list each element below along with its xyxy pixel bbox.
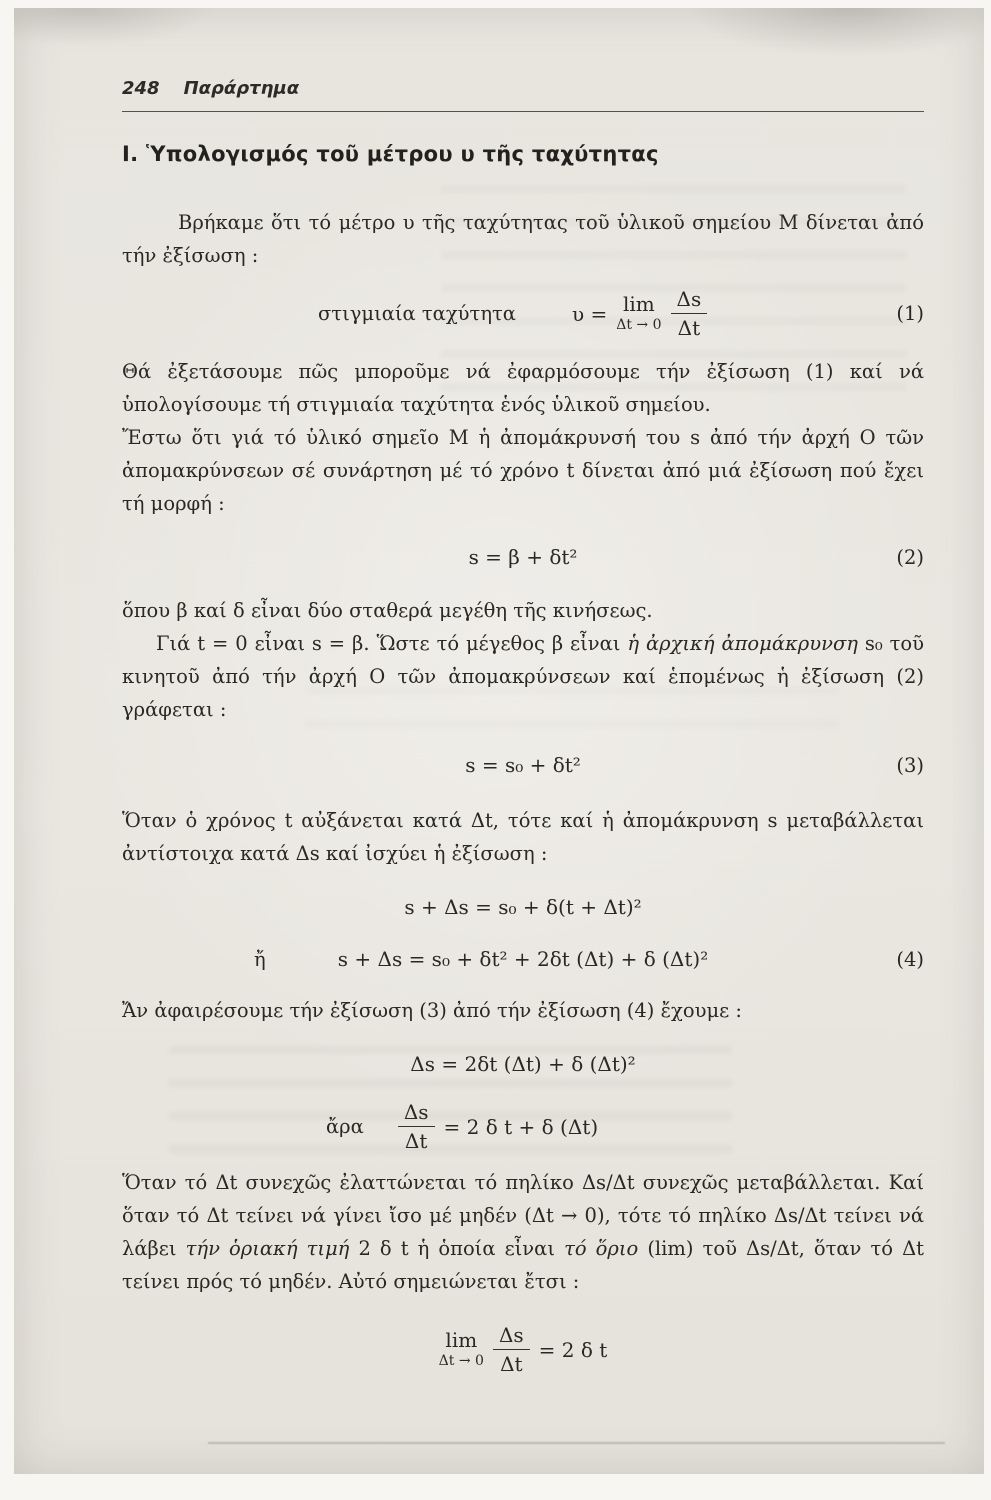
equation-6-label: ἄρα [326,1115,364,1138]
section-name: Παράρτημα [183,78,300,99]
fraction-numerator: Δs [671,288,708,314]
running-header [122,78,924,99]
equation-4-body: s + Δs = s₀ + δt² + 2δt (Δt) + δ (Δt)² [337,947,709,971]
equation-2-body: s = β + δt² [468,545,578,569]
section-title: Ι. Ὑπολογισμός τοῦ μέτρου υ τῆς ταχύτητας [122,142,659,166]
equation-4a [122,890,924,924]
equation-6-rhs: = 2 δ t + δ (Δt) [443,1114,599,1139]
equation-1 [122,288,924,339]
paragraph: Ἔστω ὅτι γιά τό ὑλικό σημεῖο Μ ἡ ἀπομάκρυνσή του s ἀπό τήν ἀρχή Ο τῶν ἀπομακρύνσεων σέ συνάρτηση μέ τό χρόνο t δίνεται ἀπό μιά ἐξίσωση πού ἔχει τή μορφή : [122,426,924,515]
limit-operator [616,294,661,333]
equation-3-body: s = s₀ + δt² [465,753,581,777]
fraction-denominator: Δt [404,1129,428,1153]
fraction-denominator: Δt [500,1352,523,1376]
lim-text: lim [622,292,655,317]
paragraph: Ἄν ἀφαιρέσουμε τήν ἐξίσωση (3) ἀπό τήν ἐξίσωση (4) ἔχουμε : [122,999,742,1022]
equation-6 [122,1101,924,1152]
paragraph: Γιά t = 0 εἶναι s = β. Ὥστε τό μέγεθος β εἶναι ἡ ἀρχική ἀπομάκρυνση s₀ τοῦ κινητοῦ ἀπό τήν ἀρχή Ο τῶν ἀπομακρύνσεων καί ἑπομένως ἡ ἐξίσωση (2) γράφεται : [122,632,924,721]
fraction-numerator: Δs [398,1101,435,1127]
lim-subscript: Δt → 0 [616,317,662,334]
scanned-book-page [14,8,984,1474]
paragraph: ὅπου β καί δ εἶναι δύο σταθερά μεγέθη τῆς κινήσεως. [122,599,653,622]
paragraph: Θά ἐξετάσουμε πῶς μποροῦμε νά ἐφαρμόσουμε τήν ἐξίσωση (1) καί νά ὑπολογίσουμε τή στιγμιαία ταχύτητα ἑνός ὑλικοῦ σημείου. [122,360,924,416]
page-number: 248 [122,78,160,99]
equation-limit-result [122,1324,924,1375]
lim-subscript: Δt → 0 [438,1353,484,1370]
equation-4-number: (4) [896,947,924,971]
header-rule [122,111,924,112]
paragraph: Ὅταν τό Δt συνεχῶς ἐλαττώνεται τό πηλίκο Δs/Δt συνεχῶς μεταβάλλεται. Καί ὅταν τό Δt τείνει νά γίνει ἴσο μέ μηδέν (Δt → 0), τότε τό πηλίκο Δs/Δt τείνει νά λάβει τήν ὁριακή τιμή 2 δ t ἡ ὁποία εἶναι τό ὅριο (lim) τοῦ Δs/Δt, ὅταν τό Δt τείνει πρός τό μηδέν. Αὐτό σημειώνεται ἔτσι : [122,1171,924,1293]
equation-2 [122,540,924,574]
fraction-numerator: Δs [493,1324,530,1350]
limit-operator [439,1330,484,1369]
equation-4 [122,942,924,976]
paragraph: Ὅταν ὁ χρόνος t αὐξάνεται κατά Δt, τότε καί ἡ ἀπομάκρυνση s μεταβάλλεται ἀντίστοιχα κατά Δs καί ἰσχύει ἡ ἐξίσωση : [122,809,924,865]
equation-1-number: (1) [896,302,924,325]
equation-3-number: (3) [896,753,924,777]
fraction-denominator: Δt [677,316,701,340]
fraction [671,288,708,339]
equation-6-body [398,1101,598,1152]
lim-text: lim [445,1328,478,1353]
equation-1-label: στιγμιαία ταχύτητα [318,302,516,325]
equation-4a-body: s + Δs = s₀ + δ(t + Δt)² [404,895,642,919]
equation-1-body [572,288,707,339]
paragraph-intro: Βρήκαμε ὅτι τό μέτρο υ τῆς ταχύτητας τοῦ ὑλικοῦ σημείου Μ δίνεται ἀπό τήν ἐξίσωση : [122,211,924,267]
equation-limit-body [439,1324,608,1375]
scan-edge-artifact [208,1442,945,1444]
equation-1-lhs: υ = [571,301,608,326]
equation-2-number: (2) [896,545,924,569]
equation-5 [122,1047,924,1081]
equation-4-prefix: ἤ [254,947,266,971]
page-content [14,8,984,1375]
fraction [493,1324,530,1375]
equation-limit-rhs: = 2 δ t [538,1337,608,1362]
equation-5-body: Δs = 2δt (Δt) + δ (Δt)² [410,1052,636,1076]
equation-3 [122,748,924,782]
fraction [398,1101,435,1152]
